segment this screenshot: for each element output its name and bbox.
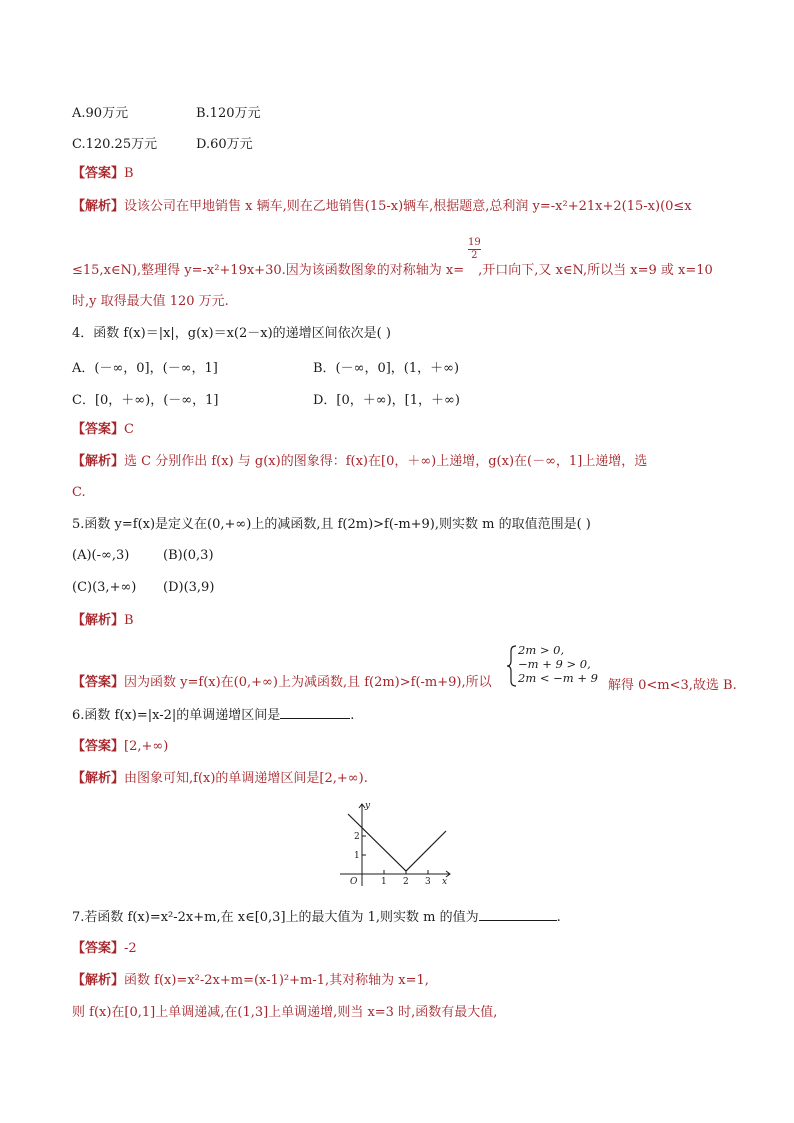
fraction-denominator: 2: [468, 249, 481, 261]
q3-option-d: D.60万元: [196, 137, 253, 152]
q3-analysis-line-3: 时,y 取得最大值 120 万元.: [72, 294, 229, 309]
q7-stem: [72, 908, 561, 927]
q3-analysis-text-1: 设该公司在甲地销售 x 辆车,则在乙地销售(15-x)辆车,根据题意,总利润 y=-x²+21x+2(15-x)(0≤x: [124, 199, 692, 214]
answer-tag: 【答案】: [72, 675, 125, 690]
q3-option-c: C.120.25万元: [72, 137, 158, 152]
q7-answer-line: [72, 940, 137, 958]
q5-first-text: B: [124, 613, 134, 628]
x-tick-label-2: 2: [403, 877, 409, 887]
answer-tag: 【答案】: [72, 739, 125, 754]
q5-option-b: (B)(0,3): [163, 548, 214, 563]
analysis-tag: 【解析】: [72, 199, 125, 214]
q7-analysis-line-1: [72, 972, 429, 990]
q4-option-d: D．[0，＋∞)，[1，＋∞): [313, 393, 460, 408]
q4-stem: 4．函数 f(x)＝|x|，g(x)＝x(2－x)的递增区间依次是( ): [72, 326, 391, 341]
q3-option-a: A.90万元: [72, 106, 129, 121]
origin-label: O: [350, 877, 358, 887]
q4-analysis-text-1: 选 C 分别作出 f(x) 与 g(x)的图象得：f(x)在[0，＋∞)上递增，g(x)在(－∞，1]上递增，选: [124, 454, 648, 469]
q6-stem-text: 6.函数 f(x)=|x-2|的单调递增区间是: [72, 708, 281, 723]
fraction-numerator: 19: [468, 237, 481, 248]
q5-first-line: [72, 612, 134, 630]
answer-tag: 【答案】: [72, 166, 125, 181]
x-tick-label-1: 1: [381, 877, 387, 887]
q4-option-a: A．(－∞，0]，(－∞，1]: [72, 361, 218, 376]
q7-stem-end: .: [556, 910, 561, 925]
q5-option-d: (D)(3,9): [163, 580, 215, 595]
x-axis-label: x: [442, 877, 448, 887]
q3-option-b: B.120万元: [196, 106, 261, 121]
graph-line: [348, 814, 446, 871]
q4-analysis-line-1: [72, 453, 647, 471]
left-brace-icon: [506, 645, 518, 687]
q3-answer-line: [72, 165, 134, 183]
q6-function-graph: [332, 798, 456, 890]
q5-second-text-a: 因为函数 y=f(x)在(0,+∞)上为减函数,且 f(2m)>f(-m+9),所以: [124, 675, 492, 690]
answer-tag: 【答案】: [72, 941, 125, 956]
q3-fraction: [468, 237, 481, 261]
q3-answer: B: [124, 166, 134, 181]
analysis-tag: 【解析】: [72, 973, 125, 988]
q4-option-b: B．(－∞，0]，(1，＋∞): [313, 361, 460, 376]
q7-analysis-line-2: 则 f(x)在[0,1]上单调递减,在(1,3]上单调递增,则当 x=3 时,函数有最大值,: [72, 1005, 498, 1020]
q5-second-line: [72, 674, 492, 692]
q7-analysis-text-1: 函数 f(x)=x²-2x+m=(x-1)²+m-1,其对称轴为 x=1,: [124, 973, 429, 988]
q3-analysis-text-2a: ≤15,x∈N),整理得 y=-x²+19x+30.因为该函数图象的对称轴为 x=: [72, 263, 465, 278]
q4-answer: C: [124, 422, 134, 437]
q7-stem-text: 7.若函数 f(x)=x²-2x+m,在 x∈[0,3]上的最大值为 1,则实数 m 的值为: [72, 910, 479, 925]
q6-analysis-text: 由图象可知,f(x)的单调递增区间是[2,+∞).: [124, 771, 368, 786]
q6-stem: [72, 706, 354, 725]
q5-system-eq-2: −m + 9 > 0,: [518, 657, 591, 671]
y-tick-label-1: 1: [354, 851, 360, 861]
q6-answer: [2,+∞): [124, 739, 169, 754]
q5-system-eq-1: 2m > 0,: [518, 643, 565, 657]
q3-analysis-line-1: [72, 198, 692, 216]
analysis-tag: 【解析】: [72, 613, 125, 628]
analysis-tag: 【解析】: [72, 771, 125, 786]
q5-option-a: (A)(-∞,3): [72, 548, 130, 563]
q5-system-eq-3: 2m < −m + 9: [518, 671, 598, 685]
q4-option-c: C．[0，＋∞)，(－∞，1]: [72, 393, 219, 408]
x-tick-label-3: 3: [425, 877, 431, 887]
q7-blank: [479, 908, 557, 921]
q4-analysis-line-2: C.: [72, 485, 86, 500]
q4-answer-line: [72, 421, 134, 439]
analysis-tag: 【解析】: [72, 454, 125, 469]
q6-stem-end: .: [350, 708, 355, 723]
answer-tag: 【答案】: [72, 422, 125, 437]
y-tick-label-2: 2: [354, 832, 360, 842]
q6-blank: [280, 706, 350, 719]
q3-analysis-text-2b: ,开口向下,又 x∈N,所以当 x=9 或 x=10: [478, 263, 713, 278]
q5-stem: 5.函数 y=f(x)是定义在(0,+∞)上的减函数,且 f(2m)>f(-m+9),则实数 m 的取值范围是( ): [72, 517, 591, 532]
y-axis-label: y: [365, 801, 371, 811]
q5-second-text-b: 解得 0<m<3,故选 B.: [608, 678, 737, 693]
q5-option-c: (C)(3,+∞): [72, 580, 137, 595]
q3-analysis-line-2: [72, 262, 713, 280]
q7-answer: -2: [124, 941, 137, 956]
q6-analysis-line: [72, 770, 368, 788]
q6-answer-line: [72, 738, 168, 756]
